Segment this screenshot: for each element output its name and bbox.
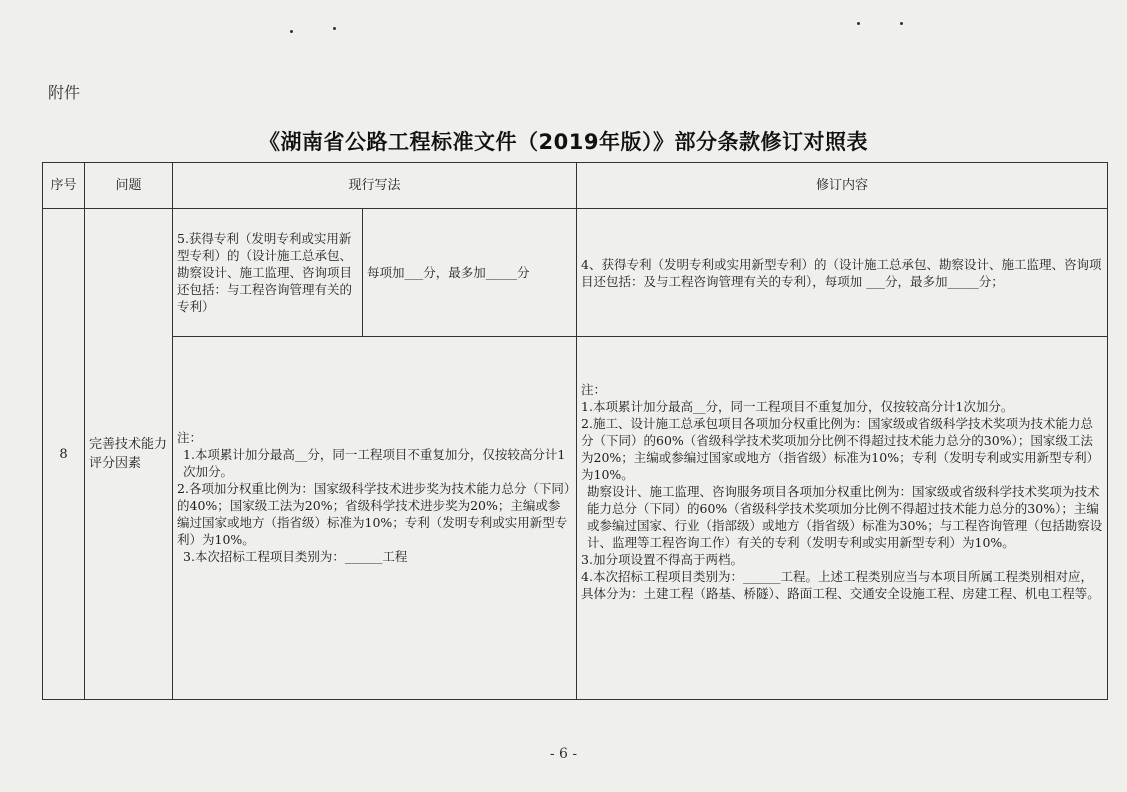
scan-speck (857, 22, 860, 25)
note-line: 3.本次招标工程项目类别为：______工程 (183, 549, 408, 564)
table-row (43, 209, 1108, 337)
scan-speck (290, 30, 293, 33)
note-line: 注： (177, 430, 203, 445)
note-line: 1.本项累计加分最高__分，同一工程项目不重复加分，仅按较高分计1次加分。 (581, 399, 1014, 414)
page-number: - 6 - (549, 746, 578, 762)
document-title: 《湖南省公路工程标准文件（2019年版）》部分条款修订对照表 (259, 130, 868, 154)
note-line: 1.本项累计加分最高__分，同一工程项目不重复加分，仅按较高分计1次加分。 (183, 447, 566, 479)
header-current: 现行写法 (173, 163, 577, 209)
note-line: 注： (581, 382, 607, 397)
current-notes (173, 337, 577, 700)
note-line: 3.加分项设置不得高于两档。 (581, 552, 743, 567)
row-issue: 完善技术能力评分因素 (85, 209, 173, 700)
current-patent-score: 每项加___分，最多加_____分 (363, 209, 577, 337)
note-line: 2.各项加分权重比例为：国家级科学技术进步奖为技术能力总分（下同）的40%；国家级工法为20%；省级科学技术进步奖为20%；主编或参编过国家或地方（指省级）标准为10%；专利（发明专利或实用新型专利）为10%。 (177, 481, 571, 547)
header-revised: 修订内容 (577, 163, 1108, 209)
note-line: 2.施工、设计施工总承包项目各项加分权重比例为：国家级或省级科学技术奖项为技术能力总分（下同）的60%（省级科学技术奖项加分比例不得超过技术能力总分的30%）；国家级工法为20%；主编或参编过国家或地方（指省级）标准为10%；专利（发明专利或实用新型专利）为10%。 (581, 416, 1100, 482)
scan-speck (333, 27, 336, 30)
attachment-label: 附件 (48, 83, 81, 102)
table-row (43, 337, 1108, 700)
note-line: 勘察设计、施工监理、咨询服务项目各项加分权重比例为：国家级或省级科学技术奖项为技术能力总分（下同）的60%（省级科学技术奖项加分比例不得超过技术能力总分的30%）；主编或参编过国家、行业（指部级）或地方（指省级）标准为30%；与工程咨询管理（包括勘察设计、监理等工程咨询工作）有关的专利（发明专利或实用新型专利）为10%。 (587, 484, 1103, 550)
header-row (43, 163, 1108, 209)
header-seq: 序号 (43, 163, 85, 209)
revised-notes (577, 337, 1108, 700)
header-issue: 问题 (85, 163, 173, 209)
scan-speck (900, 22, 903, 25)
note-line: 4.本次招标工程项目类别为：______工程。上述工程类别应当与本项目所属工程类别相对应，具体分为：土建工程（路基、桥隧）、路面工程、交通安全设施工程、房建工程、机电工程等。 (581, 569, 1100, 601)
revised-patent: 4、获得专利（发明专利或实用新型专利）的（设计施工总承包、勘察设计、施工监理、咨询项目还包括：及与工程咨询管理有关的专利），每项加 ___分，最多加_____分； (577, 209, 1108, 337)
revision-table (42, 162, 1108, 700)
current-patent-item: 5.获得专利（发明专利或实用新型专利）的（设计施工总承包、勘察设计、施工监理、咨询项目还包括：与工程咨询管理有关的专利） (173, 209, 363, 337)
row-seq: 8 (43, 209, 85, 700)
